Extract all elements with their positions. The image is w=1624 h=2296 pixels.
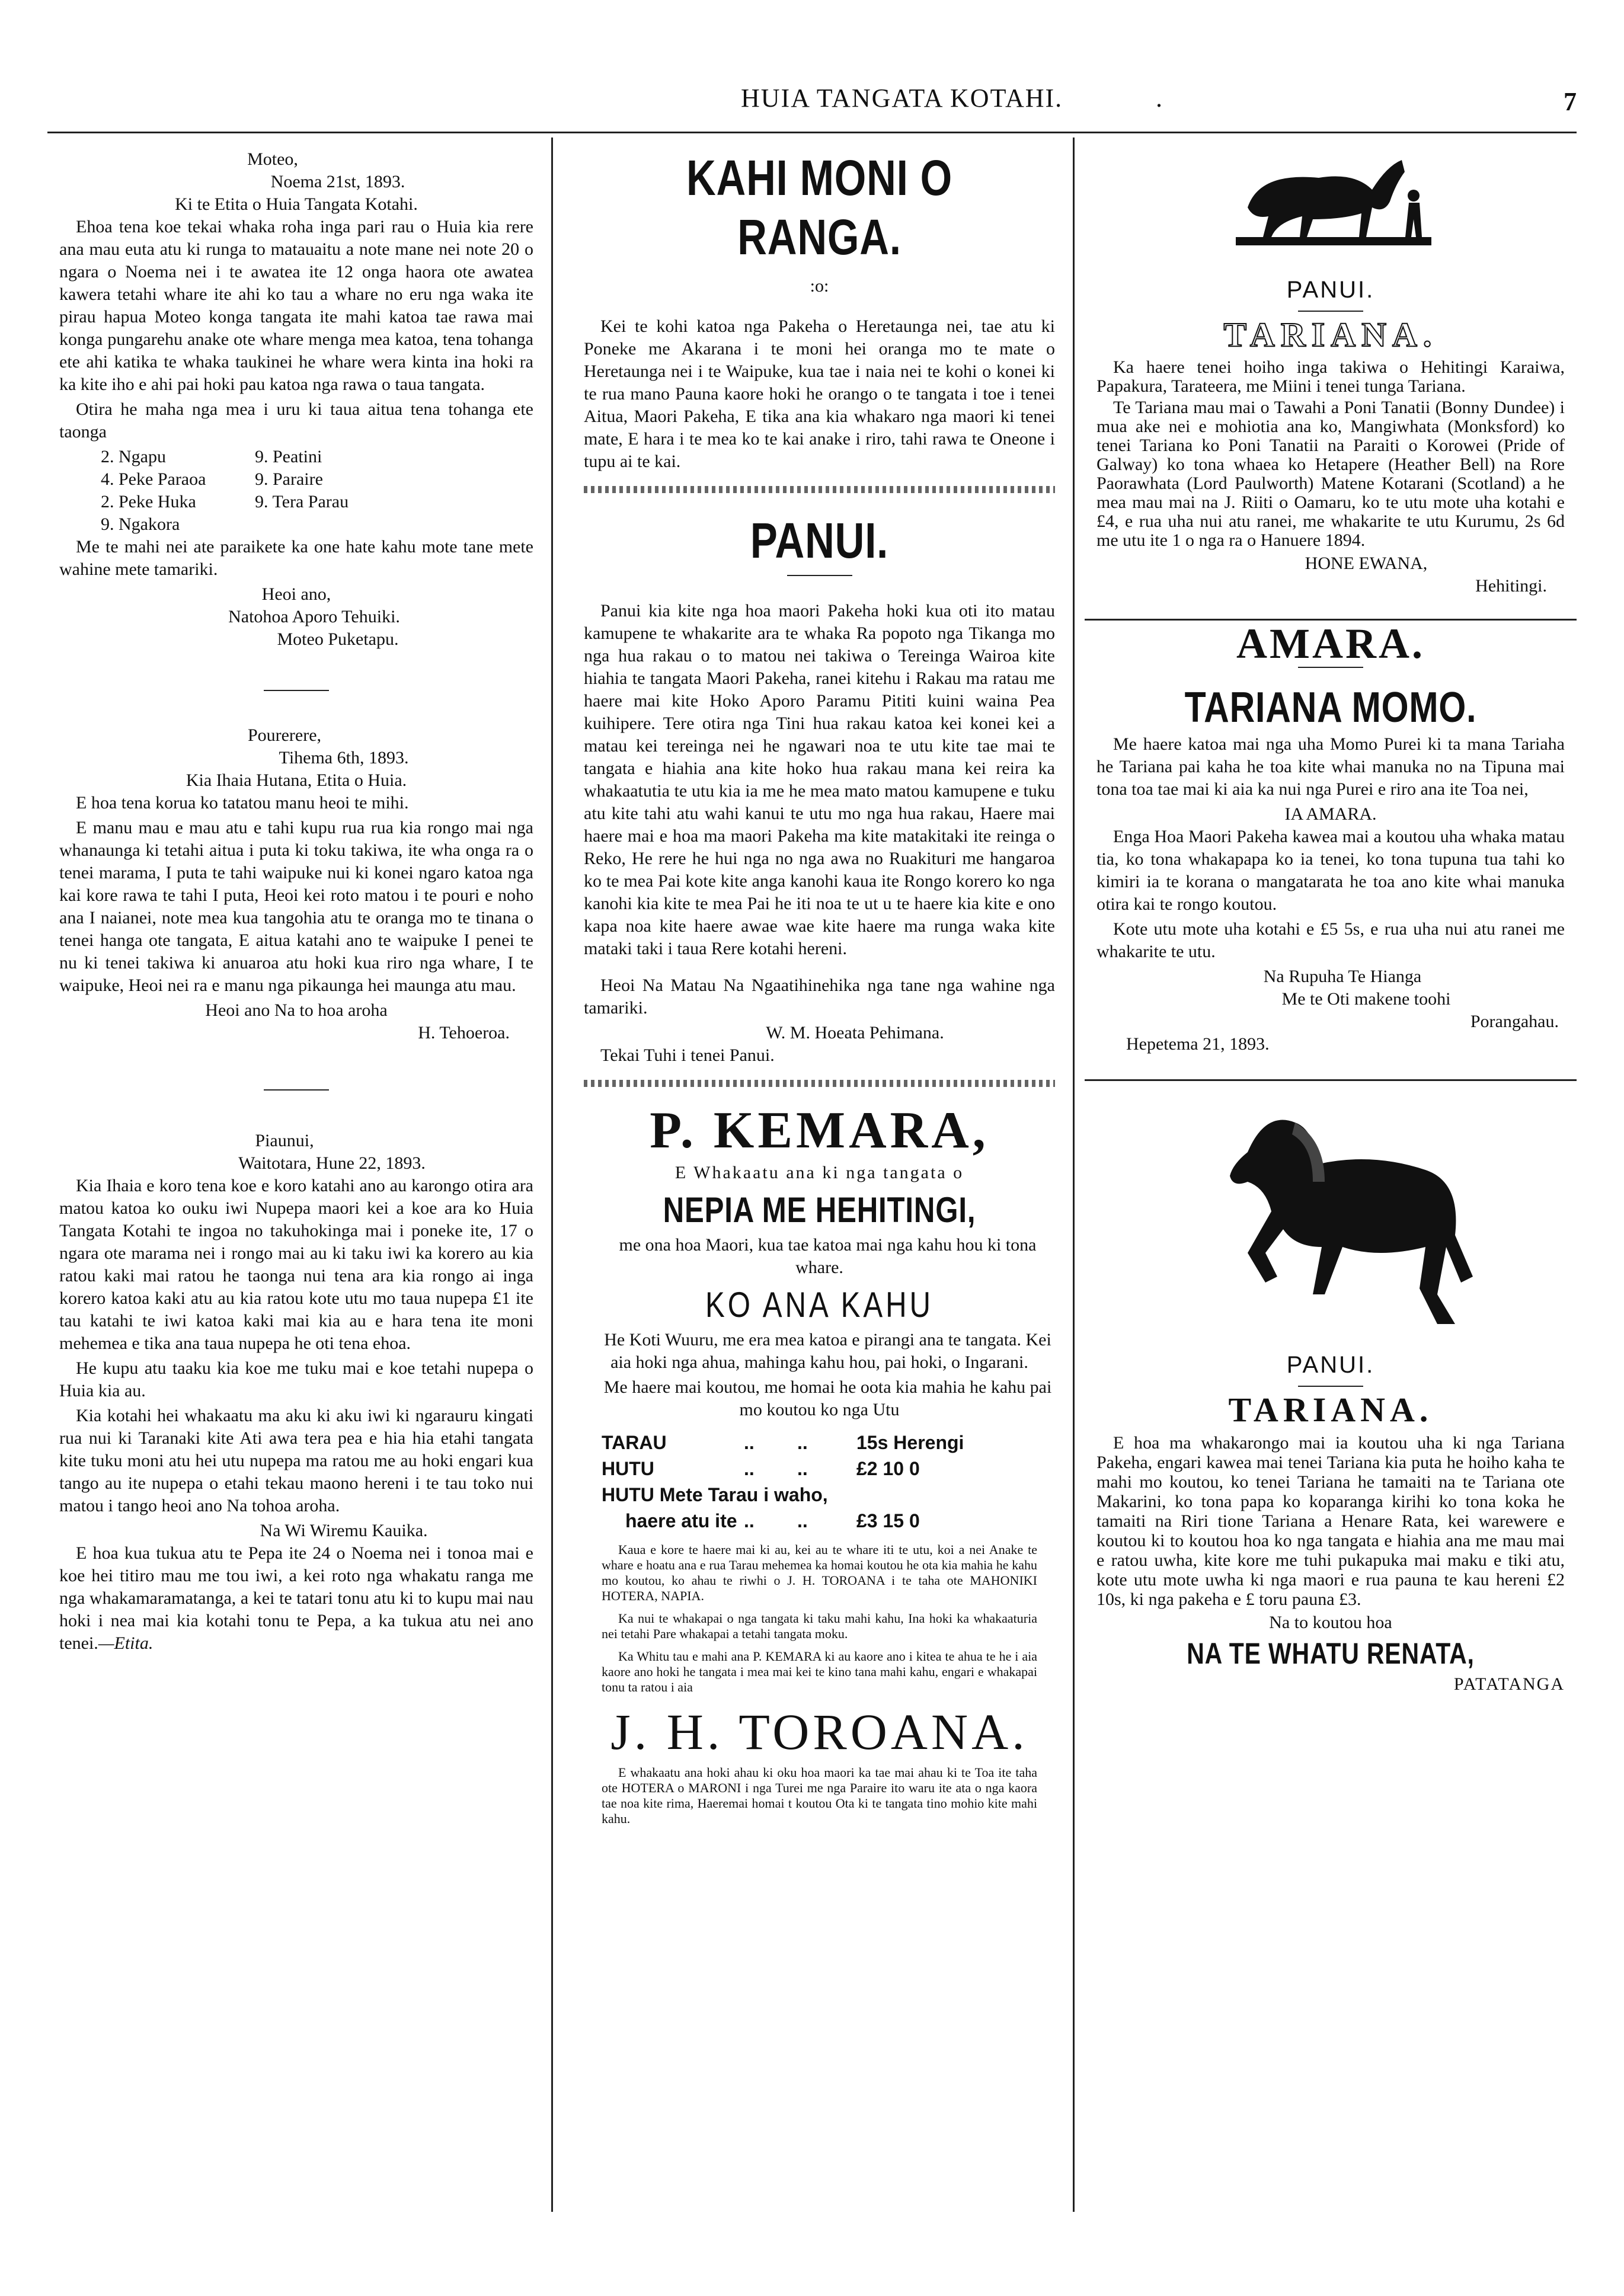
letter-date: Tihema 6th, 1893.: [279, 748, 409, 768]
amara-heading: AMARA.: [1236, 620, 1425, 667]
letter-paragraph: Otira he maha nga mea i uru ki taua aitua tena tohanga ete taonga: [59, 399, 533, 442]
letter-signature: H. Tehoeroa.: [418, 1023, 510, 1043]
letter-addressee: Ki te Etita o Huia Tangata Kotahi.: [175, 194, 418, 214]
editor-note: [59, 1542, 533, 1655]
notice-closing: Na to koutou hoa: [1269, 1613, 1392, 1632]
advert-small-print: Kaua e kore te haere mai ki au, kei au te whare iti te utu, koi a nei Anake te whare e hoatu ana e rua Tarau mehemea ka homai koutou he ota kia mahia he kahu mo koutou, ko ahau te riwhi o J. H. TOROANA i te taha ote MAHONIKI HOTERA, NAPIA.: [602, 1542, 1037, 1603]
notice-signature-place: Hehitingi.: [1475, 576, 1547, 596]
list-item: 9. Peatini: [255, 447, 322, 466]
headline-separator: :o:: [810, 276, 829, 296]
list-item: 9. Tera Parau: [255, 492, 349, 511]
notice-footer: Tekai Tuhi i tenei Panui.: [600, 1045, 775, 1065]
notice-signature-place: Porangahau.: [1470, 1012, 1559, 1031]
stallion-paragraph: Me haere katoa mai nga uha Momo Purei ki ta mana Tariaha he Tariana pai kaha he toa kite whai manuka no na Tipuna mai tona toa tae mai ki aia ka nui nga Purei e riro ana ite Toa nei,: [1096, 734, 1565, 799]
editor-note-text: E hoa kua tukua atu te Pepa ite 24 o Noema nei i tonoa mai e koe hei titiro mau me tou iwi, a kei roto nga whakatu ranga me nga whakamaramatanga, a kei te tatari tonu atu ki to kupu mai nau hoki i nea mai kia kotahi tonu te Pepa, a ka tukua atu nei ano tenei.: [59, 1543, 533, 1653]
panui-notice: [584, 511, 1055, 1067]
list-item: 9. Paraire: [255, 469, 323, 489]
price-value: £3 15 0: [856, 1510, 920, 1531]
horse-with-groom-icon: [1224, 148, 1437, 273]
kahi-moni-article: [584, 148, 1055, 473]
letter-paragraph: E hoa tena korua ko tatatou manu heoi te mihi.: [76, 793, 409, 813]
advert-paragraph: me ona hoa Maori, kua tae katoa mai nga kahu hou ki tona whare.: [619, 1235, 1037, 1277]
letter-moteo: [59, 148, 533, 651]
price-dots: ..: [744, 1458, 755, 1479]
advert-small-print: Ka nui te whakapai o nga tangata ki taku mahi kahu, Ina hoki ka whakaaturia nei tetahi Pare whakapai a tetahi tangata moku.: [602, 1611, 1037, 1641]
letter-paragraph: Kia Ihaia e koro tena koe e koro katahi ano au karongo otira ara matou katoa ko ouku iwi Nupepa maori kei a koe ara ko Huia Tangata Kotahi te ingoa no takuhokinga mai i poneke ite, 17 o ngara ote marama nei i rongo mai au ki taku iwi ka korero au kia ratou kaki mai ratou he taonga nui tena ara kia rongo ai inga korero katoa kaki atu au kia ratou kote utu mo taua nupepa £1 ite tau katahi te iwi katoa kaki mai kia au e hara tena ite moni mehemea e tika ana taua nupepa he oti tena ehoa.: [59, 1176, 533, 1353]
list-item: 2. Peke Huka: [101, 492, 196, 511]
advert-subheading: KO ANA KAHU: [705, 1285, 934, 1325]
price-value: £2 10 0: [856, 1458, 920, 1479]
price-dots: ..: [797, 1432, 808, 1453]
list-item: 4. Peke Paraoa: [101, 469, 206, 489]
price-row: [602, 1456, 1055, 1482]
column-right: [1096, 148, 1565, 1696]
letter-place: Piaunui,: [255, 1131, 314, 1150]
advert-small-print: E whakaatu ana hoki ahau ki oku hoa maori ka tae mai ahau ki te Toa ite taha ote HOTERA o MARONI i nga Turei me nga Paraire ito waru ite ata o nga kaora tae noa kite rima, Haeremai homai t koutou Ota ki te tangata tino mohio kite mahi kahu.: [602, 1765, 1037, 1826]
headline-rule: [787, 575, 852, 576]
price-row: [602, 1482, 1055, 1508]
stallion-heading: TARIANA.: [1228, 1390, 1433, 1429]
notice-signature-place: PATATANGA: [1453, 1674, 1565, 1694]
header-rule: [47, 132, 1577, 133]
column-divider-right: [1073, 137, 1075, 2212]
letter-addressee: Kia Ihaia Hutana, Etita o Huia.: [186, 770, 407, 790]
advert-paragraph: He Koti Wuuru, me era mea katoa e pirangi ana te tangata. Kei aia hoki nga ahua, mahinga kahu hou, pai hoki, o Ingarani.: [604, 1330, 1051, 1372]
price-dots: ..: [797, 1458, 808, 1479]
price-dots: ..: [744, 1432, 755, 1453]
advert-paragraph: Me haere mai koutou, me homai he oota kia mahia he kahu pai mo koutou ko nga Utu: [603, 1377, 1052, 1419]
advert-headline: P. KEMARA,: [650, 1102, 989, 1159]
notice-paragraph: Heoi Na Matau Na Ngaatihinehika nga tane nga wahine nga tamariki.: [584, 976, 1055, 1018]
stallion-name: IA AMARA.: [1284, 804, 1377, 824]
list-item: [255, 513, 385, 536]
list-item: 2. Ngapu: [101, 447, 166, 466]
advert-location: NEPIA ME HEHITINGI,: [663, 1190, 976, 1230]
letter-place: Moteo,: [247, 149, 298, 169]
letter-paragraph: Ehoa tena koe tekai whaka roha inga pari rau o Huia kia rere ana mau euta atu ki runga to matauaitu a note mane nei note 20 o ngara o Noema nei i te awatea ite 12 onga haora ote awatea kawera tetahi whare ite ahi ko tau a whare no eru nga waka ite pirau hapua Moteo konga tangata ite mahi katoa tae rawa mai konga pungarehu anake ote whare menga mea katoa, tena tohanga ete ahi katika te whaka taukinei he whare wera kinta ina hoki ra ka kite iho e ahi pai hoki pau katoa nga rawa o taua tangata.: [59, 217, 533, 394]
notice-signature: Me te Oti makene toohi: [1281, 989, 1451, 1009]
goods-list: [101, 446, 533, 536]
notice-paragraph: Panui kia kite nga hoa maori Pakeha hoki kua oti ito matau kamupene te whakarite ara te whaka Ra popoto nga Tikanga mo nga hua rakau o to matou nei takiwa o Tereinga Wairoa kite hiahia te tangata Maori Pakeha, ranei kitehu i Rakau ma ratau me haere mai kite Hoko Aporo Paramu Pititi kuini waina Pea kuihipere. Tere otira nga Tini hua rakau katoa kei konei kei a matau kei tereinga nei he ngawari noa te utu kite tae mai te tangata e hiahia ana kite hoko hua rakau mana kei reira ka whakaatutia te utu kia ia me he mea mato matou kamupene e tuku atu kite tahi atu wahi kanui te utu mo nga hua rakau, Haere mai haere mai e hoa ma maori Pakeha ma kite matakitaki ite reinga o Reko, He rere he hui nga no nga awa no Ruakituri me hangaroa ko te mea Pai kote kite anga kanohi kaua ite Rongo korero ko nga kanohi kia kite te mea Pai he iti noa te ut u te haere kia kite e ono kapa noa kite haere awae wae kite haere ma runga waka kite mataki taki i taua Rere kotahi hereni.: [584, 601, 1055, 958]
horse-icon: [1177, 1099, 1485, 1348]
advert-small-print: Ka Whitu tau e mahi ana P. KEMARA ki au kaore ano i kitea te ahua te he i aia kaore ano hoki he tangata i mea mai kei te kino tana mahi kahu, engari e whakapai tonu ta ratou i aia: [602, 1649, 1037, 1694]
price-row: [602, 1430, 1055, 1456]
stallion-paragraph: Kote utu mote uha kotahi e £5 5s, e rua uha nui atu ranei me whakarite te utu.: [1096, 919, 1565, 961]
price-item: HUTU: [602, 1458, 654, 1479]
advert-intro: E Whakaatu ana ki nga tangata o: [674, 1163, 964, 1182]
notice-heading: PANUI.: [1286, 277, 1375, 303]
toroana-name: J. H. TOROANA.: [610, 1703, 1028, 1760]
letter-date: Waitotara, Hune 22, 1893.: [238, 1153, 426, 1173]
price-dots: ..: [797, 1510, 808, 1531]
notice-signature-name: NA TE WHATU RENATA,: [1187, 1637, 1475, 1670]
price-item: HUTU Mete Tarau i waho,: [602, 1484, 828, 1505]
notice-headline: PANUI.: [750, 513, 889, 568]
stallion-paragraph: Enga Hoa Maori Pakeha kawea mai a koutou uha whaka matau tia, ko tona whakapapa ko ia tenei, ko tona tupuna tua tahi ko kimiri ia te korana o mangatarata he toa ano kite whai manuka otira kai te rongo koutou.: [1096, 827, 1565, 914]
tariana-momo-heading: TARIANA MOMO.: [1184, 684, 1477, 731]
heading-rule: [1298, 311, 1363, 312]
article-paragraph: Kei te kohi katoa nga Pakeha o Heretaunga nei, tae atu ki Poneke me Akarana i te moni hei oranga mo te mate o Heretaunga nei i te Waipuke, kua tae i naia nei te kohi o konei ki te rua mano Pauna kaore hoki he orango o te tangata i toe i tenei Aitua, Maori Pakeha, E tika ana kia whakaro nga maori ki tenei mate, E hara i te mea ko te kai anake i riro, tahi rawa te Oneone i tupu ai te kai.: [584, 316, 1055, 471]
kemara-advert: [584, 1100, 1055, 1827]
price-dots: ..: [744, 1510, 755, 1531]
letter-pourerere: [59, 724, 533, 1044]
letter-signature: Moteo Puketapu.: [277, 629, 399, 649]
header-dot: .: [1156, 84, 1162, 113]
letter-piaunui: [59, 1130, 533, 1655]
notice-signature: HONE EWANA,: [1305, 554, 1428, 573]
article-headline: KAHI MONI O RANGA.: [686, 150, 953, 265]
wavy-rule: [584, 486, 1055, 493]
editor-signoff: —Etita.: [98, 1633, 154, 1653]
notice-date: Hepetema 21, 1893.: [1126, 1034, 1270, 1054]
section-rule: [1085, 1079, 1577, 1081]
letter-signature: Natohoa Aporo Tehuiki.: [228, 607, 400, 626]
stallion-paragraph: E hoa ma whakarongo mai ia koutou uha ki nga Tariana Pakeha, engari kawea mai tenei Tariana kia puta he hoiho kaha te mahi mo koutou, ko tenei Tariana he tamaiti na te Tariana ote Makarini, ko tona papa ko koparanga kirihi ko tona koka he tamaiti na Riri tione Tariana a Henare Rata, kei warewere e koutou ki to koutou hoa ko nga tangata e hiahia ana me mau mai e ratou uwha, kite kore me tuhi pukapuka mai maku e tiki atu, kote utu mote uwha ki nga maori e rua pauna te kau hereni £2 10s, ki nga pakeha e £ toru pauna £3.: [1096, 1433, 1565, 1609]
letter-paragraph: Me te mahi nei ate paraikete ka one hate kahu mote tane mete wahine mete tamariki.: [59, 537, 533, 579]
section-rule: [264, 1089, 329, 1091]
stallion-heading: TARIANA.: [1223, 315, 1438, 354]
letter-paragraph: E manu mau e mau atu e tahi kupu rua rua kia rongo mai nga whanaunga ki tetahi aitua i puta ki toku takiwa, ite wha onga ra o tenei marama, I puta te tahi waipuke nui ki konei ngaro katoa nga kai kore rawa te tahi I puta, Heoi kei roto matou i te pouri e noho ana I naianei, note mea kua tangohia atu te oranga mo te tinana o tenei hanga ote tangata, E aitua katahi ano te waipuke I penei te nu ki tenei takiwa ki anuaroa atu hoki kua riro nga whare, I te waipuke, Heoi nei ra e manu nga pikaunga hei maunga atu mau.: [59, 818, 533, 995]
letter-closing: Heoi ano Na to hoa aroha: [205, 1000, 388, 1020]
heading-rule: [1298, 1386, 1363, 1387]
stallion-paragraph: Ka haere tenei hoiho inga takiwa o Hehitingi Karaiwa, Papakura, Tarateera, me Miini i tenei tunga Tariana.: [1096, 357, 1565, 396]
price-item: TARAU: [602, 1432, 667, 1453]
letter-place: Pourerere,: [247, 725, 322, 745]
stallion-paragraph: Te Tariana mau mai o Tawahi a Poni Tanatii (Bonny Dundee) i mua ake nei e mohiotia ana ko, Mangiwhata (Monksford) ko tenei Tariana ko Poni Tanatii na Paraiti o Korowei (Pride of Galway) ko tona whaea ko Hetapere (Heather Bell) na Rore Paorawhata (Lord Paulworth) Matene Kotarani (Scotland) a he mea mau mai na J. Riiti o Oamaru, ko te utu mote uha kotahi e £4, e rua uha nui atu ranei, me whakarite te utu Kurumu, 2s 6d me utu ite 1 o nga ra o Hanuere 1894.: [1096, 398, 1565, 550]
price-row: [602, 1508, 1055, 1534]
page-header: [36, 71, 1588, 130]
price-item: haere atu ite: [625, 1510, 737, 1531]
wavy-rule: [584, 1080, 1055, 1087]
price-list: [602, 1430, 1055, 1534]
notice-signature: W. M. Hoeata Pehimana.: [766, 1023, 944, 1043]
section-rule: [264, 690, 329, 691]
price-value: 15s Herengi: [856, 1432, 964, 1453]
newspaper-title: HUIA TANGATA KOTAHI.: [741, 84, 1063, 113]
list-item: 9. Ngakora: [101, 514, 180, 534]
letter-paragraph: He kupu atu taaku kia koe me tuku mai e koe tetahi nupepa o Huia kia au.: [59, 1358, 533, 1400]
letter-date: Noema 21st, 1893.: [270, 172, 405, 191]
column-divider-left: [551, 137, 553, 2212]
column-left: [59, 148, 533, 1657]
page-number: 7: [1564, 87, 1577, 116]
notice-signature: Na Rupuha Te Hianga: [1263, 967, 1422, 986]
notice-heading: PANUI.: [1286, 1352, 1375, 1378]
letter-closing: Heoi ano,: [261, 584, 331, 604]
letter-signature: Na Wi Wiremu Kauika.: [260, 1521, 428, 1540]
letter-paragraph: Kia kotahi hei whakaatu ma aku ki aku iwi ki ngarauru kingati rua nui ki Taranaki kite Ati awa tera pea e hia hia etahi tangata kite tuku moni atu hei utu nupepa ma ratou me au hoki engari kua tango au ite nupepa o etahi tekau maono hereni i te tau toko nui matou i tango heoi ano Na tohoa aroha.: [59, 1406, 533, 1515]
column-middle: [584, 148, 1055, 1827]
